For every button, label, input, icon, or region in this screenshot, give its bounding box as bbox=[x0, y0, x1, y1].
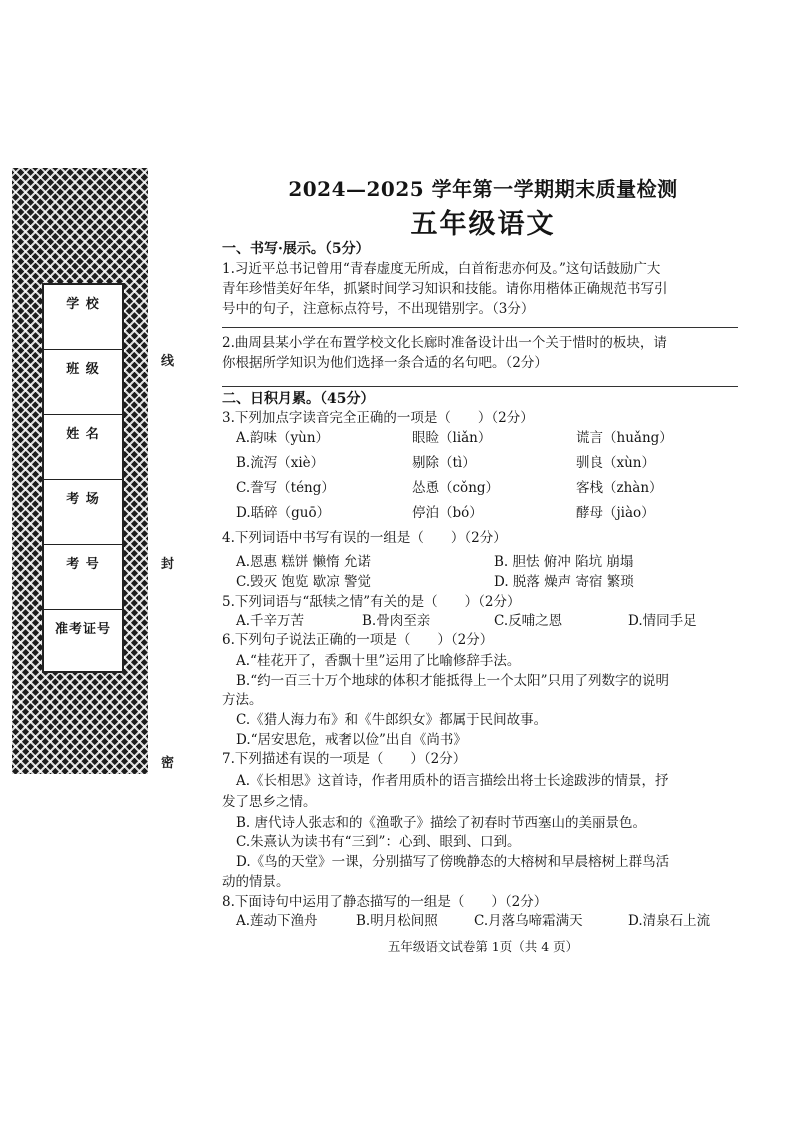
q4-option-d[interactable]: D. 脱落 燥声 寄宿 繁琐 bbox=[494, 574, 634, 590]
q3-option-a-2: 眼睑（liǎn） bbox=[412, 430, 492, 446]
q5-option-a[interactable]: A.千辛万苦 bbox=[236, 613, 305, 629]
q5-option-c[interactable]: C.反哺之恩 bbox=[494, 613, 563, 629]
q8-option-c[interactable]: C.月落乌啼霜满天 bbox=[474, 913, 583, 929]
q5-stem: 5.下列词语与“舐犊之情”有关的是（ ）（2分） bbox=[222, 594, 521, 610]
q6-stem: 6.下列句子说法正确的一项是（ ）（2分） bbox=[222, 632, 494, 648]
q5-option-d[interactable]: D.情同手足 bbox=[628, 613, 697, 629]
q4-option-c[interactable]: C.毁灭 饱览 歇凉 警觉 bbox=[236, 574, 372, 590]
student-info-box bbox=[42, 283, 124, 673]
q8-stem: 8.下面诗句中运用了静态描写的一组是（ ）（2分） bbox=[222, 894, 548, 910]
info-field-name: 姓 名 bbox=[44, 415, 122, 480]
q3-stem: 3.下列加点字读音完全正确的一项是（ ）（2分） bbox=[222, 410, 534, 426]
q6-option-d[interactable]: D.“居安思危，戒奢以俭”出自《尚书》 bbox=[236, 732, 467, 748]
school-blank[interactable] bbox=[44, 319, 122, 349]
name-blank[interactable] bbox=[44, 449, 122, 479]
exam-title: 2024—2025 学年第一学期期末质量检测 bbox=[288, 177, 678, 201]
q4-option-b[interactable]: B. 胆怯 俯冲 陷坑 崩塌 bbox=[494, 554, 634, 570]
q3-option-d-2: 停泊（bó） bbox=[412, 505, 483, 521]
q3-option-d-1[interactable]: D.聒碎（guō） bbox=[236, 505, 331, 521]
seal-char-mi: 密 bbox=[161, 756, 175, 771]
section2-heading: 二、日积月累。（45分） bbox=[222, 391, 375, 407]
info-field-exam-number: 考 号 bbox=[44, 545, 122, 610]
q6-option-a[interactable]: A.“桂花开了，香飘十里”运用了比喻修辞手法。 bbox=[236, 653, 521, 669]
q3-option-a-1[interactable]: A.韵味（yùn） bbox=[236, 430, 330, 446]
q8-option-a[interactable]: A.莲动下渔舟 bbox=[236, 913, 318, 929]
q3-option-c-1[interactable]: C.誊写（téng） bbox=[236, 480, 335, 496]
q2-line-1: 2.曲周县某小学在布置学校文化长廊时准备设计出一个关于惜时的板块，请 bbox=[222, 335, 667, 351]
q4-stem: 4.下列词语中书写有误的一组是（ ）（2分） bbox=[222, 530, 507, 546]
q3-option-b-2: 剔除（tì） bbox=[412, 455, 476, 471]
q6-option-b[interactable]: B.“约一百三十万个地球的体积才能抵得上一个太阳”只用了列数字的说明 bbox=[236, 673, 670, 689]
q3-option-b-1[interactable]: B.流泻（xiè） bbox=[236, 455, 325, 471]
q5-option-b[interactable]: B.骨肉至亲 bbox=[362, 613, 431, 629]
info-field-admission-number: 准考证号 bbox=[44, 610, 122, 672]
q1-line-1: 1.习近平总书记曾用“青春虚度无所成，白首衔悲亦何及。”这句话鼓励广大 bbox=[222, 261, 661, 277]
seal-char-xian: 线 bbox=[161, 354, 175, 369]
admission-number-blank[interactable] bbox=[44, 642, 122, 672]
class-blank[interactable] bbox=[44, 384, 122, 414]
info-field-school: 学 校 bbox=[44, 285, 122, 350]
exam-subtitle: 五年级语文 bbox=[410, 209, 556, 240]
info-field-room: 考 场 bbox=[44, 480, 122, 545]
q3-option-c-2: 怂恿（cǒng） bbox=[412, 480, 500, 496]
q7-option-b[interactable]: B. 唐代诗人张志和的《渔歌子》描绘了初春时节西塞山的美丽景色。 bbox=[236, 815, 647, 831]
q1-answer-line[interactable] bbox=[222, 327, 738, 328]
q1-line-2: 青年珍惜美好年华，抓紧时间学习知识和技能。请你用楷体正确规范书写引 bbox=[222, 281, 668, 297]
seal-char-feng: 封 bbox=[161, 557, 175, 572]
q6-option-c[interactable]: C.《猎人海力布》和《牛郎织女》都属于民间故事。 bbox=[236, 712, 548, 728]
q8-option-b[interactable]: B.明月松间照 bbox=[356, 913, 438, 929]
q3-option-b-3: 驯良（xùn） bbox=[576, 455, 656, 471]
q6-option-b-cont: 方法。 bbox=[222, 692, 263, 708]
q7-option-d-cont: 动的情景。 bbox=[222, 874, 290, 890]
room-blank[interactable] bbox=[44, 514, 122, 544]
q4-option-a[interactable]: A.恩惠 糕饼 懒惰 允诺 bbox=[236, 554, 371, 570]
q8-option-d[interactable]: D.清泉石上流 bbox=[628, 913, 711, 929]
q2-answer-line[interactable] bbox=[222, 386, 738, 387]
page-footer: 五年级语文试卷第 1页（共 4 页） bbox=[387, 939, 579, 954]
q3-option-d-3: 酵母（jiào） bbox=[576, 505, 655, 521]
exam-number-blank[interactable] bbox=[44, 579, 122, 609]
section1-heading: 一、书写·展示。（5分） bbox=[222, 241, 370, 257]
q7-option-c[interactable]: C.朱熹认为读书有“三到”：心到、眼到、口到。 bbox=[236, 834, 521, 850]
q2-line-2: 你根据所学知识为他们选择一条合适的名句吧。（2分） bbox=[222, 355, 548, 371]
q7-option-a-cont: 发了思乡之情。 bbox=[222, 794, 317, 810]
q7-option-d[interactable]: D.《鸟的天堂》一课，分别描写了傍晚静态的大榕树和早晨榕树上群鸟活 bbox=[236, 854, 670, 870]
q7-stem: 7.下列描述有误的一项是（ ）（2分） bbox=[222, 751, 467, 767]
info-field-class: 班 级 bbox=[44, 350, 122, 415]
q3-option-c-3: 客栈（zhàn） bbox=[576, 480, 663, 496]
q3-option-a-3: 谎言（huǎng） bbox=[576, 430, 673, 446]
q7-option-a[interactable]: A.《长相思》这首诗，作者用质朴的语言描绘出将士长途跋涉的情景，抒 bbox=[236, 773, 669, 789]
q1-line-3: 号中的句子，注意标点符号，不出现错别字。（3分） bbox=[222, 301, 535, 317]
